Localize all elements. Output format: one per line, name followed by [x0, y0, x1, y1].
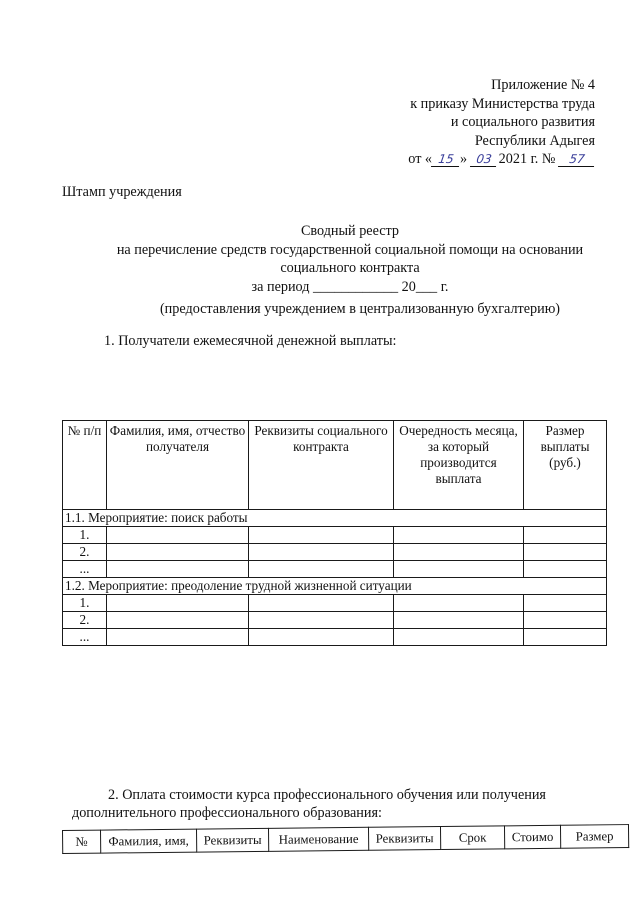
col-header-term: Срок	[440, 826, 504, 850]
cell-empty	[524, 612, 607, 629]
title-line-3: социального контракта	[280, 260, 420, 276]
col-header-name: Фамилия, имя, отчество получателя	[107, 421, 249, 510]
section-1-heading: 1. Получатели ежемесячной денежной выплаты:	[104, 333, 397, 349]
cell-empty	[249, 629, 394, 646]
row-number: 2.	[63, 544, 107, 561]
cell-empty	[524, 544, 607, 561]
order-day-handwritten: 15	[431, 152, 461, 167]
col-header-amount: Размер выплаты (руб.)	[524, 421, 607, 510]
appendix-republic-line: Республики Адыгея	[474, 132, 595, 149]
table-row	[63, 629, 607, 646]
table-row	[63, 595, 607, 612]
institution-stamp-label: Штамп учреждения	[62, 184, 182, 200]
cell-empty	[107, 544, 249, 561]
title-line-1: Сводный реестр	[300, 223, 400, 239]
order-prefix: от «	[408, 151, 433, 167]
col-header-title: Наименование	[268, 827, 368, 851]
col-header-contract: Реквизиты социального контракта	[249, 421, 394, 510]
cell-empty	[524, 527, 607, 544]
title-line-2: на перечисление средств государственной социальной помощи на основании	[116, 241, 584, 258]
cell-empty	[394, 595, 524, 612]
document-title-block	[40, 222, 639, 319]
cell-empty	[394, 527, 524, 544]
cell-empty	[107, 629, 249, 646]
appendix-ministry-line: и социального развития	[450, 114, 595, 130]
row-number: ...	[63, 561, 107, 578]
appendix-header	[408, 76, 595, 169]
table-row	[63, 527, 607, 544]
appendix-order-line: к приказу Министерства труда	[410, 95, 595, 112]
col-header-month: Очередность месяца, за который производится выплата	[394, 421, 524, 510]
order-number-handwritten: 57	[558, 152, 596, 167]
cell-empty	[107, 561, 249, 578]
order-year: 2021 г. №	[498, 151, 556, 167]
cell-empty	[394, 612, 524, 629]
col-header-requisites: Реквизиты	[196, 828, 268, 852]
table-header-row	[63, 421, 607, 510]
order-month-handwritten: 03	[470, 152, 498, 167]
group-row	[63, 578, 607, 595]
cell-empty	[394, 544, 524, 561]
cell-empty	[249, 612, 394, 629]
cell-empty	[394, 629, 524, 646]
cell-empty	[524, 629, 607, 646]
group-row	[63, 510, 607, 527]
section-2-line-2: дополнительного профессионального образования:	[72, 805, 382, 821]
cell-empty	[524, 561, 607, 578]
training-payments-table	[62, 824, 629, 854]
col-header-cost: Стоимо	[504, 825, 560, 849]
col-header-name: Фамилия, имя,	[101, 829, 197, 853]
cell-empty	[249, 561, 394, 578]
row-number: 1.	[63, 595, 107, 612]
group-label-hardship: 1.2. Мероприятие: преодоление трудной жизненной ситуации	[63, 578, 607, 595]
table-row	[63, 544, 607, 561]
cell-empty	[107, 612, 249, 629]
title-note: (предоставления учреждением в централизованную бухгалтерию)	[159, 301, 561, 317]
row-number: ...	[63, 629, 107, 646]
order-mid: »	[460, 151, 468, 167]
cell-empty	[524, 595, 607, 612]
appendix-title: Приложение № 4	[491, 77, 595, 93]
table-row	[63, 561, 607, 578]
title-period-line: за период ____________ 20___ г.	[251, 278, 449, 295]
section-2-line-1: 2. Оплата стоимости курса профессионального обучения или получения	[108, 787, 546, 803]
col-header-number: № п/п	[63, 421, 107, 510]
cell-empty	[249, 527, 394, 544]
col-header-requisites-2: Реквизиты	[368, 827, 440, 851]
group-label-job-search: 1.1. Мероприятие: поиск работы	[63, 510, 607, 527]
cell-empty	[394, 561, 524, 578]
cell-empty	[107, 527, 249, 544]
col-header-amount: Размер	[560, 825, 628, 849]
row-number: 2.	[63, 612, 107, 629]
monthly-payments-table	[62, 420, 607, 646]
table-header-row	[63, 825, 629, 854]
section-2-heading	[72, 786, 605, 822]
row-number: 1.	[63, 527, 107, 544]
cell-empty	[249, 544, 394, 561]
cell-empty	[249, 595, 394, 612]
col-header-number: №	[63, 830, 101, 853]
table-row	[63, 612, 607, 629]
order-date-line	[408, 150, 595, 169]
cell-empty	[107, 595, 249, 612]
